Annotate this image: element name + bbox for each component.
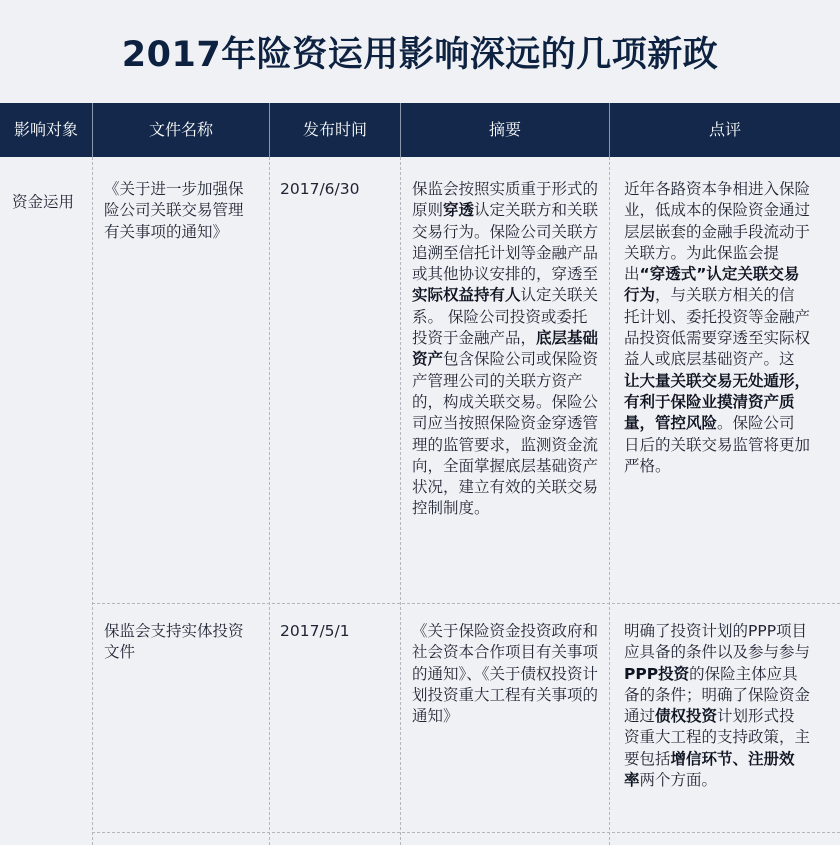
body-text: 。保险公司日后的关联交易监管将更加严格。 — [624, 414, 811, 475]
body-text: 认定关联关系。 保险公司投资或委托投资于金融产品， — [412, 286, 599, 348]
emphasis-text: “穿透式”认定关联交易行为 — [624, 265, 800, 305]
body-text: 《关于保险资金投资政府和社会资本合作项目有关事项的通知》、《关于债权投资计划投资重大工程有关事项的通知》 — [412, 622, 599, 726]
column-header-comment: 点评 — [708, 120, 741, 139]
page-title: 2017年险资运用影响深远的几项新政 — [121, 35, 719, 75]
column-divider — [269, 157, 270, 845]
comment-cell — [624, 621, 810, 791]
column-header-date: 发布时间 — [302, 120, 367, 139]
emphasis-text: 让大量关联交易无处遁形，有利于保险业摸清资产质量，管控风险 — [624, 371, 811, 433]
date-cell: 2017/5/1 — [280, 622, 350, 640]
body-text: 保监会按照实质重于形式的原则 — [412, 180, 599, 220]
body-text: 计划形式投资重大工程的支持政策，主要包括 — [624, 707, 811, 768]
column-header-document: 文件名称 — [148, 120, 213, 139]
impact-cell: 资金运用 — [12, 193, 75, 211]
emphasis-text: 底层基础资产 — [412, 329, 599, 369]
body-text: 近年各路资本争相进入保险业，低成本的保险资金通过层层嵌套的金融手段流动于关联方。为此保监会提出 — [624, 180, 811, 284]
column-divider — [400, 157, 401, 845]
emphasis-text: 穿透 — [443, 201, 475, 220]
body-text: 认定关联方和关联交易行为。保险公司关联方追溯至信托计划等金融产品或其他协议安排的，穿透至 — [412, 201, 599, 284]
row-divider — [92, 832, 840, 833]
emphasis-text: 债权投资 — [655, 707, 718, 726]
comment-cell — [624, 179, 810, 477]
summary-cell — [412, 179, 599, 520]
emphasis-text: 增信环节、注册效率 — [624, 749, 795, 790]
emphasis-text: 实际权益持有人 — [412, 286, 521, 305]
column-divider — [92, 157, 93, 845]
column-divider — [609, 157, 610, 845]
body-text: 明确了投资计划的PPP项目应具备的条件以及参与参与 — [624, 622, 811, 662]
column-header-impact: 影响对象 — [13, 120, 78, 139]
document-name-cell: 《关于进一步加强保险公司关联交易管理有关事项的通知》 — [104, 180, 244, 241]
column-header-summary: 摘要 — [488, 120, 521, 139]
body-text: 包含保险公司或保险资产管理公司的关联方资产的，构成关联交易。保险公司应当按照保险资金穿透管理的监管要求，监测资金流向，全面掌握底层基础资产状况，建立有效的关联交易控制制度。 — [412, 350, 599, 518]
emphasis-text: PPP投资 — [624, 664, 690, 683]
date-cell: 2017/6/30 — [280, 180, 360, 198]
summary-cell — [412, 621, 599, 727]
body-text: 两个方面。 — [639, 771, 718, 790]
document-name-cell: 保监会支持实体投资文件 — [104, 622, 244, 662]
table-header — [0, 103, 840, 157]
body-text: ，与关联方相关的信托计划、委托投资等金融产品投资低需要穿透至实际权益人或底层基础资产。这 — [624, 286, 811, 369]
row-divider — [92, 603, 840, 604]
body-text: 的保险主体应具备的条件；明确了保险资金通过 — [624, 664, 811, 726]
